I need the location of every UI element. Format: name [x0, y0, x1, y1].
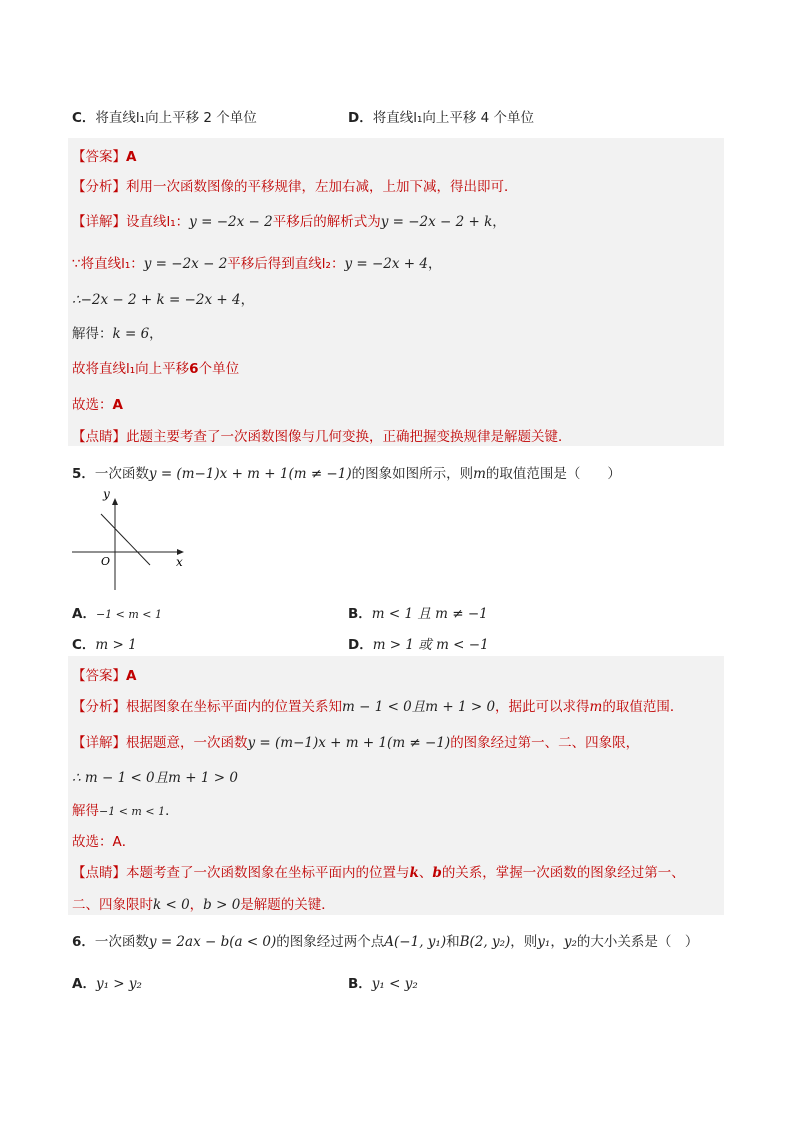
comment-text: 本题考查了一次函数图象在坐标平面内的位置与 [126, 865, 410, 881]
q5-function-graph [68, 484, 193, 594]
origin-label: O [101, 555, 111, 568]
question-number: 6． [72, 934, 95, 950]
detail-text: 根据题意，一次函数 [126, 735, 248, 751]
q5-option-c[interactable] [72, 633, 137, 653]
option-label: A． [72, 606, 96, 622]
punct: ， [428, 256, 442, 272]
solve-math: −1 < m < 1 [99, 805, 166, 818]
comment-tag: 【点睛】 [72, 429, 126, 445]
comment-math: b [432, 865, 442, 881]
analysis-math: m [589, 699, 603, 715]
q6-stem [72, 930, 698, 950]
q5-option-b[interactable] [348, 602, 488, 622]
q4-choose [72, 393, 123, 413]
comment-text: 的关系，掌握一次函数的图象经过第一、 [441, 865, 685, 881]
analysis-text: ，据此可以求得 [495, 699, 590, 715]
solve-math: k = 6 [112, 326, 150, 342]
detail-tag: 【详解】 [72, 214, 126, 230]
stem-text: ，则 [510, 934, 538, 950]
punct: ， [240, 292, 255, 308]
stem-math: y₂ [563, 934, 577, 950]
stem-math: y = (m−1)x + m + 1(m ≠ −1) [148, 466, 352, 482]
analysis-text: 根据图象在坐标平面内的位置关系知 [126, 699, 342, 715]
choose-value: A [112, 397, 123, 413]
stem-math: m [473, 466, 486, 482]
punct: ， [149, 326, 163, 342]
comment-text: 、 [418, 865, 433, 881]
q5-option-d[interactable] [348, 633, 489, 653]
comment-text: 此题主要考查了一次函数图像与几何变换，正确把握变换规律是解题关键． [126, 429, 572, 445]
solve-text: 解得 [72, 803, 99, 819]
stem-text: 的图象如图所示，则 [351, 466, 474, 482]
stem-text: 的图象经过两个点 [276, 934, 385, 950]
since-text: 平移后得到直线l₂： [227, 256, 345, 272]
answer-tag: 【答案】 [72, 149, 126, 165]
q5-choose [72, 830, 135, 850]
q4-therefore-line [72, 288, 254, 308]
q5-comment-line-2 [72, 893, 335, 913]
comment-math: k < 0 [153, 897, 190, 913]
stem-math: y = 2ax − b(a < 0) [148, 934, 277, 950]
stem-text: 一次函数 [94, 466, 149, 482]
q5-answer [72, 664, 136, 684]
option-label: D． [348, 110, 373, 126]
q5-solve [72, 799, 179, 819]
q5-option-a[interactable] [72, 602, 162, 622]
option-math: m < 1 且 m ≠ −1 [371, 606, 488, 622]
choose-text: 故选：A． [72, 834, 136, 850]
punct: ． [165, 803, 179, 819]
q4-comment [72, 425, 572, 445]
conclusion-text: 个单位 [198, 361, 240, 377]
option-text: 将直线l₁向上平移 4 个单位 [372, 110, 535, 126]
since-math: y = −2x − 2 [143, 256, 228, 272]
stem-text: 的取值范围是（ ） [485, 466, 621, 482]
option-label: B． [348, 606, 372, 622]
detail-text: 的图象经过第一、二、四象限， [450, 735, 640, 751]
option-label: C． [72, 110, 96, 126]
stem-math: A(−1, y₁) [384, 934, 447, 950]
conclusion-number: 6 [189, 361, 199, 377]
option-math: −1 < m < 1 [95, 608, 163, 621]
answer-value: A [126, 149, 137, 165]
comment-text: 二、四象限时 [72, 897, 153, 913]
stem-math: y₁ [537, 934, 551, 950]
q4-option-c[interactable] [72, 106, 257, 126]
q5-detail [72, 731, 639, 751]
stem-math: B(2, y₂) [459, 934, 511, 950]
q5-therefore [72, 766, 238, 786]
detail-text: 设直线l₁： [126, 214, 190, 230]
option-label: B． [348, 976, 372, 992]
option-math: m > 1 [95, 637, 137, 653]
comment-text: ， [189, 897, 204, 913]
y-axis-arrow [112, 498, 118, 505]
therefore-math: ∴ m − 1 < 0且m + 1 > 0 [72, 770, 238, 786]
stem-text: 一次函数 [94, 934, 149, 950]
q6-option-a[interactable] [72, 972, 142, 992]
detail-tag: 【详解】 [72, 735, 126, 751]
analysis-text: 的取值范围． [602, 699, 684, 715]
comment-tag: 【点睛】 [72, 865, 126, 881]
detail-math: y = (m−1)x + m + 1(m ≠ −1) [247, 735, 451, 751]
stem-text: 的大小关系是（ ） [576, 934, 699, 950]
detail-math: y = −2x − 2 + k [380, 214, 493, 230]
punct: ， [492, 214, 506, 230]
answer-tag: 【答案】 [72, 668, 126, 684]
option-label: D． [348, 637, 373, 653]
q4-detail [72, 210, 506, 230]
q4-option-d[interactable] [348, 106, 534, 126]
y-axis-label: y [103, 487, 110, 501]
analysis-math: m − 1 < 0且m + 1 > 0 [342, 699, 496, 715]
analysis-tag: 【分析】 [72, 179, 126, 195]
q4-solve-line [72, 322, 163, 342]
comment-text: 是解题的关键． [240, 897, 335, 913]
option-math: y₁ < y₂ [371, 976, 418, 992]
stem-text: ， [550, 934, 564, 950]
since-text: ∵将直线l₁： [72, 256, 144, 272]
solve-text: 解得： [72, 326, 113, 342]
option-math: y₁ > y₂ [95, 976, 142, 992]
q5-comment-line-1 [72, 861, 685, 881]
comment-math: k [409, 865, 419, 881]
choose-text: 故选： [72, 397, 113, 413]
option-math: m > 1 或 m < −1 [372, 637, 489, 653]
q4-analysis [72, 175, 518, 195]
q4-since-line [72, 252, 442, 272]
q5-analysis [72, 695, 683, 715]
question-number: 5． [72, 466, 95, 482]
conclusion-text: 故将直线l₁向上平移 [72, 361, 190, 377]
option-label: A． [72, 976, 96, 992]
detail-text: 平移后的解析式为 [272, 214, 381, 230]
detail-math: y = −2x − 2 [189, 214, 273, 230]
analysis-tag: 【分析】 [72, 699, 126, 715]
answer-value: A [126, 668, 137, 684]
since-math: y = −2x + 4 [344, 256, 428, 272]
analysis-text: 利用一次函数图像的平移规律，左加右减，上加下减，得出即可． [126, 179, 518, 195]
option-text: 将直线l₁向上平移 2 个单位 [95, 110, 257, 126]
comment-math: b > 0 [203, 897, 241, 913]
q4-conclusion [72, 357, 239, 377]
stem-text: 和 [446, 934, 460, 950]
x-axis-label: x [176, 555, 183, 569]
q5-stem [72, 462, 621, 482]
option-label: C． [72, 637, 96, 653]
q4-answer [72, 145, 136, 165]
therefore-math: ∴−2x − 2 + k = −2x + 4 [72, 292, 241, 308]
q6-option-b[interactable] [348, 972, 418, 992]
